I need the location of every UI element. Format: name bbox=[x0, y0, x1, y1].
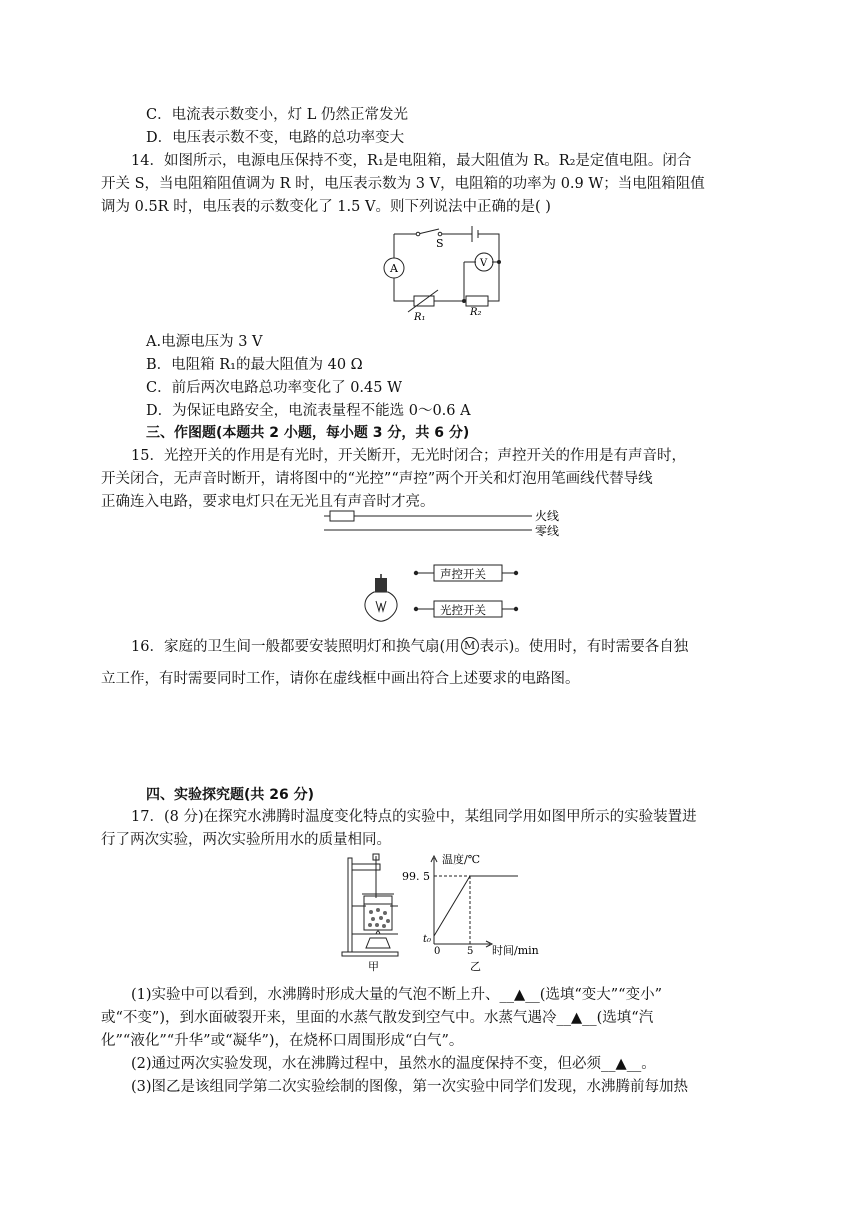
q14-option-c: C．前后两次电路总功率变化了 0.45 W bbox=[146, 380, 403, 396]
q17-part3: (3)图乙是该组同学第二次实验绘制的图像，第一次实验中同学们发现，水沸腾前每加热 bbox=[131, 1079, 689, 1095]
q14-stem-line1: 14．如图所示，电源电压保持不变，R₁是电阻箱，最大阻值为 R。R₂是定值电阻。闭合 bbox=[131, 153, 692, 169]
light-switch-label: 光控开关 bbox=[440, 603, 486, 617]
ammeter-label: A bbox=[390, 262, 398, 275]
q17-part2: (2)通过两次实验发现，水在沸腾过程中，虽然水的温度保持不变，但必须__▲__。 bbox=[131, 1056, 656, 1072]
voltmeter-label: V bbox=[480, 258, 488, 269]
y-axis-label: 温度/℃ bbox=[442, 853, 481, 866]
q14-stem-line2: 开关 S，当电阻箱阻值调为 R 时，电压表示数为 3 V，电阻箱的功率为 0.9 W；当电阻箱阻值 bbox=[101, 176, 705, 192]
x-axis-label: 时间/min bbox=[492, 944, 539, 957]
neutral-wire-label: 零线 bbox=[535, 524, 560, 538]
section4-title: 四、实验探究题(共 26 分) bbox=[146, 787, 315, 803]
q14-option-d: D．为保证电路安全，电流表量程不能选 0～0.6 A bbox=[146, 403, 471, 419]
q16-stem-line2: 立工作，有时需要同时工作，请你在虚线框中画出符合上述要求的电路图。 bbox=[101, 671, 580, 687]
q15-stem-line2: 开关闭合，无声音时断开，请将图中的“光控”“声控”两个开关和灯泡用笔画线代替导线 bbox=[101, 471, 653, 487]
y-start-label: t₀ bbox=[423, 934, 432, 945]
fuse-box bbox=[330, 511, 354, 521]
q16-stem-line1-a: 16．家庭的卫生间一般都要安装照明灯和换气扇(用 bbox=[131, 639, 460, 655]
bulb-glass bbox=[365, 592, 397, 621]
temperature-graph bbox=[431, 856, 518, 947]
q17-stem-line1: 17．(8 分)在探究水沸腾时温度变化特点的实验中，某组同学用如图甲所示的实验装置进 bbox=[131, 809, 697, 825]
switch-label: S bbox=[436, 237, 444, 250]
boiling-apparatus bbox=[342, 854, 398, 956]
section3-title: 三、作图题(本题共 2 小题，每小题 3 分，共 6 分) bbox=[146, 425, 470, 441]
q13-option-c: C．电流表示数变小，灯 L 仍然正常发光 bbox=[146, 107, 408, 123]
q15-stem-line1: 15．光控开关的作用是有光时，开关断开，无光时闭合；声控开关的作用是有声音时， bbox=[131, 448, 686, 464]
q13-option-d: D．电压表示数不变，电路的总功率变大 bbox=[146, 130, 405, 146]
q15-wiring-diagram bbox=[320, 505, 580, 625]
q16-stem-line1 bbox=[131, 637, 688, 657]
r1-label: R₁ bbox=[414, 312, 426, 322]
q17-stem-line2: 行了两次实验，两次实验所用水的质量相同。 bbox=[101, 832, 391, 848]
q17-part1-line3: 化”“液化”“升华”或“凝华”)，在烧杯口周围形成“白气”。 bbox=[101, 1033, 464, 1049]
r2-label: R₂ bbox=[470, 307, 482, 318]
x-origin-label: 0 bbox=[434, 946, 441, 957]
q15-stem-line3: 正确连入电路，要求电灯只在无光且有声音时才亮。 bbox=[101, 494, 435, 510]
q14-circuit-diagram bbox=[378, 224, 512, 322]
q16-stem-line1-b: 表示)。使用时，有时需要各自独 bbox=[479, 639, 689, 655]
temperature-curve bbox=[434, 876, 518, 936]
label-jia: 甲 bbox=[368, 960, 379, 973]
live-wire-label: 火线 bbox=[535, 509, 560, 523]
bulb-socket bbox=[375, 578, 387, 592]
r1-resistor-box bbox=[414, 296, 434, 306]
y-mark-label: 99. 5 bbox=[402, 870, 430, 883]
label-yi: 乙 bbox=[470, 960, 481, 973]
sound-switch-label: 声控开关 bbox=[440, 567, 486, 581]
r2-resistor-box bbox=[466, 296, 488, 306]
bulb-filament bbox=[376, 601, 386, 611]
switch-blade bbox=[418, 229, 439, 234]
boiling-bubbles bbox=[368, 908, 390, 928]
motor-symbol: M bbox=[461, 637, 479, 655]
q17-part1-line2: 或“不变”)，到水面破裂开来，里面的水蒸气散发到空气中。水蒸气遇冷__▲__(选填“汽 bbox=[101, 1010, 654, 1026]
q17-figure bbox=[338, 852, 548, 978]
q17-part1-line1: (1)实验中可以看到，水沸腾时形成大量的气泡不断上升、__▲__(选填“变大”“变小” bbox=[131, 987, 662, 1003]
q14-stem-line3: 调为 0.5R 时，电压表的示数变化了 1.5 V。则下列说法中正确的是( ) bbox=[101, 199, 551, 215]
q14-option-a: A.电源电压为 3 V bbox=[146, 334, 263, 350]
q14-option-b: B．电阻箱 R₁的最大阻值为 40 Ω bbox=[146, 357, 363, 373]
x-mark-label: 5 bbox=[467, 946, 474, 957]
